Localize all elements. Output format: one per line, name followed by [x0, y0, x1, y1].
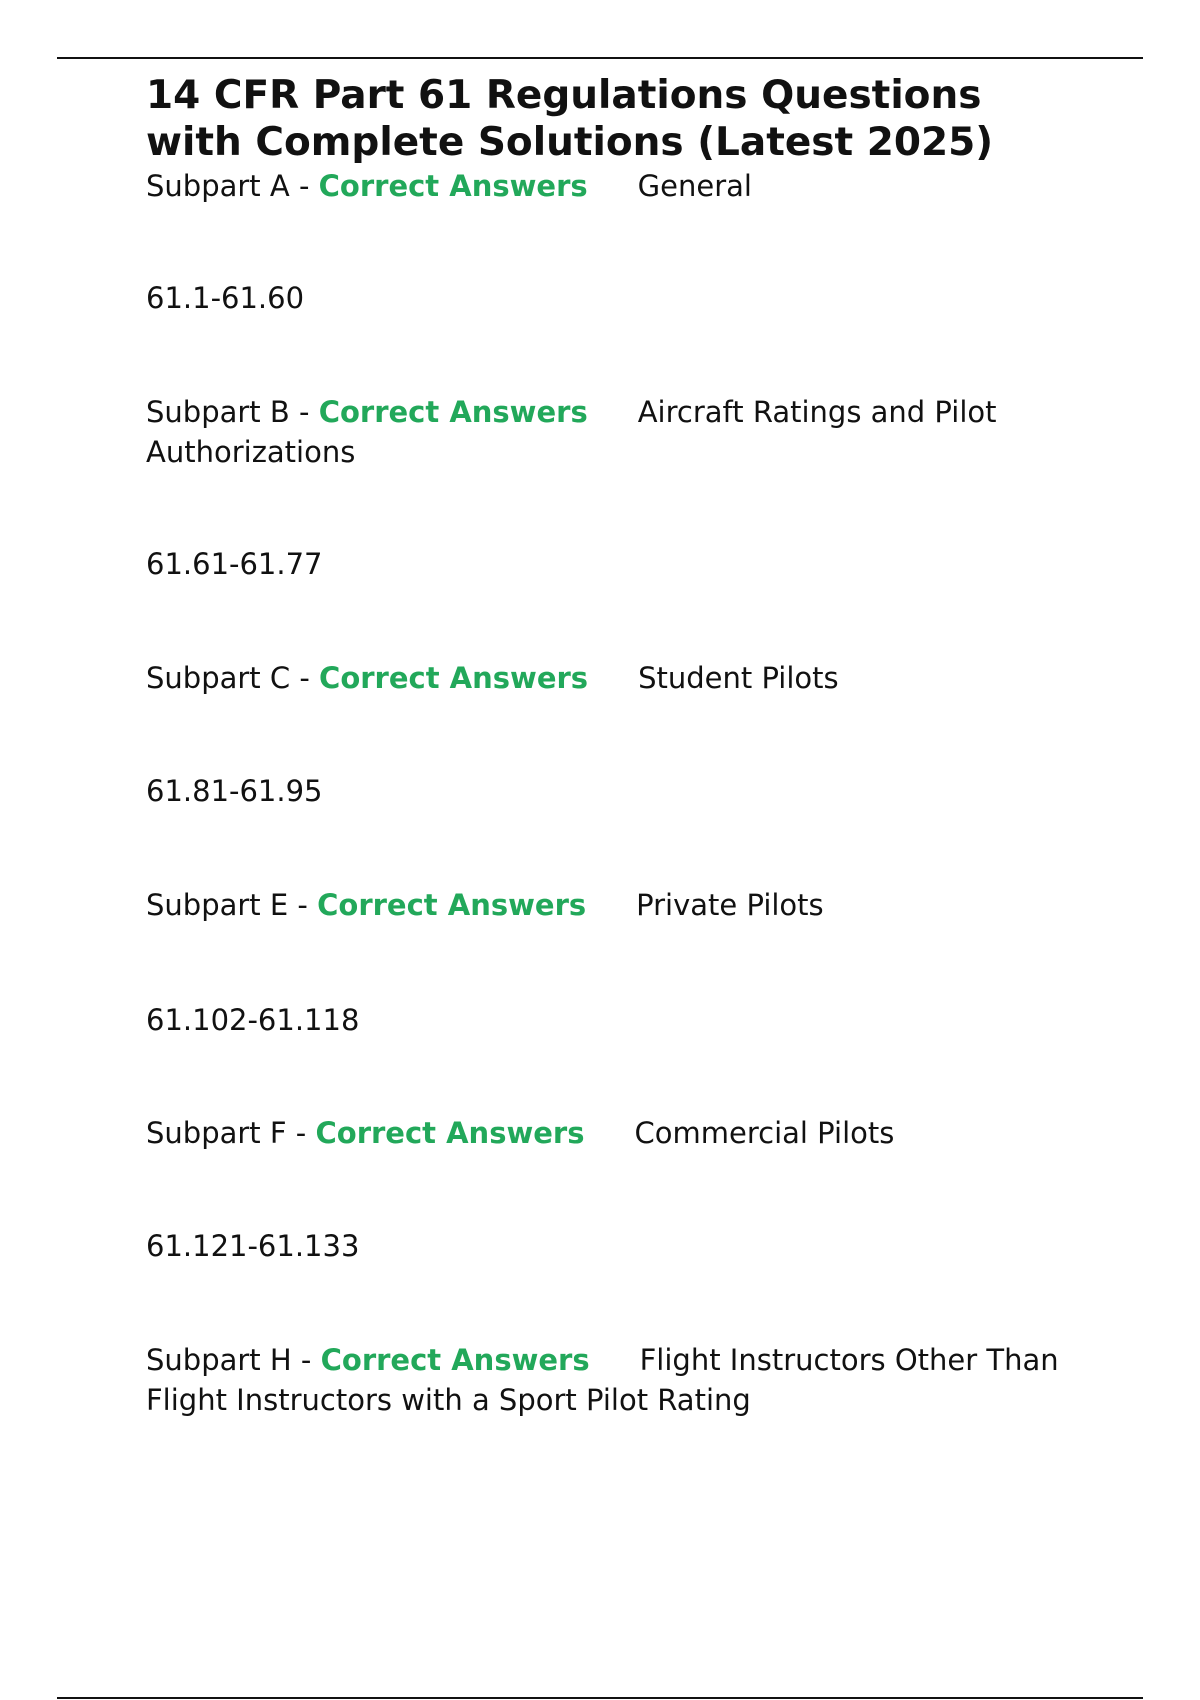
section-reference: 61.61-61.77 [146, 547, 323, 581]
document-title: 14 CFR Part 61 Regulations Questions with Complete Solutions (Latest 2025) [146, 73, 994, 165]
section-reference: 61.121-61.133 [146, 1229, 360, 1263]
qa-item [146, 1113, 1076, 1153]
separator: - [288, 888, 318, 922]
separator: - [286, 1116, 316, 1150]
separator: - [290, 661, 320, 695]
answer-text: Commercial Pilots [634, 1116, 895, 1150]
question-text: Subpart A [146, 169, 290, 203]
qa-item [146, 658, 1076, 698]
separator: - [289, 169, 319, 203]
answer-text: Student Pilots [638, 661, 839, 695]
correct-answers-label: Correct Answers [317, 888, 587, 922]
correct-answers-label: Correct Answers [315, 1116, 585, 1150]
bottom-rule [57, 1697, 1143, 1699]
separator: - [291, 1343, 321, 1377]
qa-item [146, 885, 1076, 925]
correct-answers-label: Correct Answers [318, 169, 588, 203]
answer-text: General [637, 169, 752, 203]
qa-item [146, 166, 1076, 206]
qa-item [146, 1340, 1076, 1420]
correct-answers-label: Correct Answers [319, 661, 589, 695]
separator: - [289, 395, 319, 429]
answer-text: Flight Instructors Other Than Flight Instructors with a Sport Pilot Rating [146, 1343, 1059, 1417]
answer-text: Private Pilots [636, 888, 824, 922]
section-reference: 61.1-61.60 [146, 281, 305, 315]
section-reference: 61.81-61.95 [146, 774, 323, 808]
section-reference: 61.102-61.118 [146, 1003, 360, 1037]
correct-answers-label: Correct Answers [318, 395, 588, 429]
question-text: Subpart F [146, 1116, 287, 1150]
question-text: Subpart E [146, 888, 289, 922]
question-text: Subpart H [146, 1343, 292, 1377]
qa-item [146, 392, 1076, 472]
question-text: Subpart C [146, 661, 291, 695]
document-body [146, 72, 1076, 1420]
question-text: Subpart B [146, 395, 290, 429]
correct-answers-label: Correct Answers [320, 1343, 590, 1377]
answer-text: Aircraft Ratings and Pilot Authorizations [146, 395, 997, 469]
top-rule [57, 57, 1143, 59]
